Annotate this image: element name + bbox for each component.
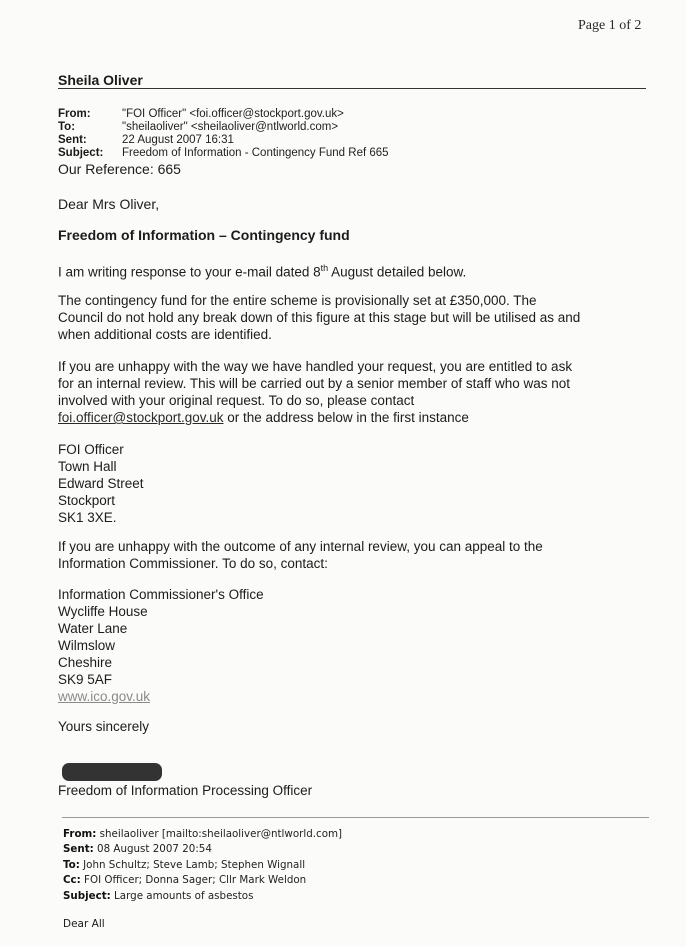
address-line: Wilmslow [58, 638, 115, 653]
sent-value: 22 August 2007 16:31 [122, 134, 234, 146]
foi-email-link[interactable]: foi.officer@stockport.gov.uk [58, 410, 224, 425]
address-line: FOI Officer [58, 442, 124, 457]
fwd-from-row [63, 827, 342, 842]
fwd-subject-value: Large amounts of asbestos [110, 889, 254, 902]
paragraph-2 [58, 292, 580, 343]
signature-title: Freedom of Information Processing Officer [58, 783, 313, 798]
p4-line-2: Information Commissioner. To do so, contact: [58, 556, 328, 571]
p3-line-2: for an internal review. This will be carried out by a senior member of staff who was not [58, 376, 570, 391]
fwd-subject-label: Subject: [63, 889, 111, 902]
fwd-cc-label: Cc: [63, 874, 81, 887]
subject-label: Subject: [58, 147, 104, 159]
address-line: Cheshire [58, 655, 113, 670]
header-divider [58, 88, 646, 89]
fwd-subject-row [63, 889, 342, 904]
fwd-sent-value: 08 August 2007 20:54 [93, 843, 212, 856]
salutation: Dear Mrs Oliver, [58, 196, 160, 212]
address-line: SK1 3XE. [58, 510, 117, 525]
forward-divider [62, 817, 649, 818]
p3-text-after-link: or the address below in the first instance [223, 410, 469, 425]
sender-name: Sheila Oliver [58, 72, 143, 88]
paragraph-1 [58, 260, 466, 281]
email-header [58, 108, 389, 160]
fwd-cc-value: FOI Officer; Donna Sager; Cllr Mark Weldon [80, 874, 307, 887]
forwarded-greeting: Dear All [63, 918, 105, 930]
p2-line-3: when additional costs are identified. [58, 327, 272, 342]
fwd-sent-label: Sent: [63, 843, 94, 856]
address-line: Information Commissioner's Office [58, 587, 264, 602]
foi-address [58, 441, 144, 526]
redacted-signature [62, 763, 162, 781]
fwd-from-value: sheilaoliver [mailto:sheilaoliver@ntlworld.com] [96, 828, 343, 840]
sent-label: Sent: [58, 134, 87, 146]
ico-address [58, 586, 264, 705]
address-line: SK9 5AF [58, 672, 113, 687]
p3-line-3: involved with your original request. To do so, please contact [58, 393, 415, 408]
address-line: Wycliffe House [58, 604, 148, 619]
from-label: From: [58, 108, 91, 120]
p1-superscript: th [320, 263, 329, 273]
fwd-from-label: From: [63, 828, 97, 840]
paragraph-3 [58, 358, 572, 426]
p4-line-1: If you are unhappy with the outcome of any internal review, you can appeal to the [58, 539, 543, 554]
subject-value: Freedom of Information - Contingency Fund Ref 665 [122, 147, 389, 159]
address-line: Stockport [58, 493, 116, 508]
our-reference: Our Reference: 665 [58, 161, 181, 177]
p2-line-1: The contingency fund for the entire scheme is provisionally set at £350,000. The [58, 293, 537, 308]
p3-line-4 [58, 409, 572, 426]
fwd-cc-row [63, 873, 342, 888]
address-line: Town Hall [58, 459, 117, 474]
header-sent-row [58, 134, 389, 147]
address-line: Water Lane [58, 621, 128, 636]
fwd-to-value: John Schultz; Steve Lamb; Stephen Wignall [79, 858, 306, 871]
header-from-row [58, 108, 389, 121]
page-number: Page 1 of 2 [578, 18, 642, 33]
letter-heading: Freedom of Information – Contingency fund [58, 227, 350, 243]
header-subject-row [58, 147, 389, 160]
fwd-to-row [63, 858, 342, 873]
paragraph-4 [58, 538, 543, 572]
ico-website-link[interactable]: www.ico.gov.uk [58, 689, 151, 704]
from-value: "FOI Officer" <foi.officer@stockport.gov.uk> [122, 108, 344, 120]
p1-text-after: August detailed below. [328, 264, 467, 280]
address-line: Edward Street [58, 476, 144, 491]
to-label: To: [58, 121, 76, 133]
p2-line-2: Council do not hold any break down of this figure at this stage but will be utilised as and [58, 310, 581, 325]
fwd-to-label: To: [63, 858, 80, 871]
forwarded-header [63, 827, 342, 904]
header-to-row [58, 121, 389, 134]
p3-line-1: If you are unhappy with the way we have handled your request, you are entitled to ask [58, 359, 573, 374]
p1-text-before: I am writing response to your e-mail dated 8 [58, 264, 321, 280]
fwd-sent-row [63, 842, 342, 857]
to-value: "sheilaoliver" <sheilaoliver@ntlworld.com> [122, 121, 339, 133]
closing: Yours sincerely [58, 719, 150, 734]
